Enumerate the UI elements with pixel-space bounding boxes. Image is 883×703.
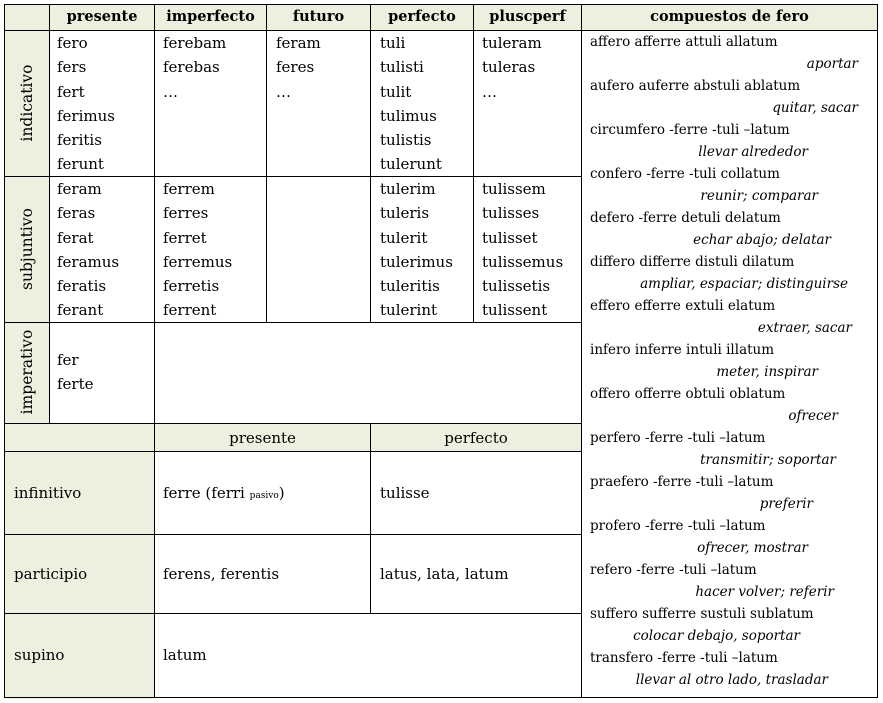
compound-entry: circumfero -ferre -tuli –latum: [590, 122, 790, 138]
compound-meaning: echar abajo; delatar: [693, 232, 831, 248]
form: …: [276, 82, 291, 101]
form: tulerimus: [380, 252, 453, 271]
row-line-5: [4, 534, 581, 535]
list-item: [590, 163, 858, 207]
participio-label: participio: [14, 565, 88, 583]
form: ferant: [57, 301, 104, 320]
row-line-3: [4, 423, 581, 424]
compound-meaning: transmitir; soportar: [700, 452, 836, 468]
col-line-3b: [370, 424, 371, 613]
list-item: [590, 339, 858, 383]
compound-entry: affero afferre attuli allatum: [590, 34, 778, 50]
infinitivo-presente: [163, 484, 285, 502]
indicativo-presente: [57, 31, 115, 177]
subjuntivo-pluscperf: [482, 177, 563, 323]
form: tuleram: [482, 34, 542, 52]
subjuntivo-presente: [57, 177, 119, 323]
row-line-6: [4, 613, 581, 614]
form: ferebas: [163, 58, 220, 77]
indicativo-label: indicativo: [18, 64, 36, 142]
form: tulissem: [482, 180, 546, 198]
header-imperfecto: imperfecto: [166, 8, 255, 25]
list-item: [590, 207, 858, 251]
form: ferretis: [163, 277, 220, 296]
list-item: [590, 119, 858, 163]
compound-entry: praefero -ferre -tuli –latum: [590, 474, 774, 490]
nominal-header-presente: presente: [229, 429, 296, 447]
infinitivo-label: infinitivo: [14, 484, 82, 502]
form: tulimus: [380, 106, 437, 125]
compound-meaning: extraer, sacar: [757, 320, 852, 336]
infinitivo-perfecto: tulisse: [380, 484, 430, 502]
compound-entry: infero inferre intuli illatum: [590, 342, 775, 358]
infinitivo-presente-close: ): [278, 484, 285, 502]
form: ferebam: [163, 34, 227, 52]
form: fers: [57, 58, 87, 77]
compound-entry: suffero sufferre sustuli sublatum: [590, 606, 814, 622]
form: …: [163, 82, 178, 101]
compound-entry: perfero -ferre -tuli –latum: [590, 430, 766, 446]
form: tulerint: [380, 301, 438, 320]
compounds-list: [590, 31, 858, 691]
compound-entry: aufero auferre abstuli ablatum: [590, 78, 801, 94]
list-item: [590, 251, 858, 295]
form: tulissetis: [482, 277, 551, 296]
passive-note: pasivo: [249, 491, 279, 501]
compound-entry: effero efferre extuli elatum: [590, 298, 776, 314]
form: tulit: [380, 82, 412, 101]
form: tuli: [380, 34, 406, 52]
header-futuro: futuro: [292, 8, 345, 25]
form: ferremus: [163, 252, 233, 271]
list-item: [590, 427, 858, 471]
compound-meaning: meter, inspirar: [716, 364, 818, 380]
list-item: [590, 295, 858, 339]
form: tulissemus: [482, 252, 564, 271]
form: tulisset: [482, 228, 538, 247]
compound-meaning: ampliar, espaciar; distinguirse: [640, 276, 848, 292]
compound-entry: refero -ferre -tuli –latum: [590, 562, 757, 578]
form: tuleritis: [380, 277, 440, 296]
header-pluscperf: pluscperf: [489, 8, 566, 25]
list-item: [590, 603, 858, 647]
form: ferte: [57, 375, 94, 394]
header-presente: presente: [66, 8, 138, 25]
indicativo-futuro: [276, 31, 321, 104]
list-item: [590, 515, 858, 559]
compound-entry: profero -ferre -tuli –latum: [590, 518, 766, 534]
list-item: [590, 471, 858, 515]
compound-meaning: aportar: [806, 56, 858, 72]
form: fer: [57, 351, 79, 369]
form: ferimus: [57, 106, 115, 125]
form: ferret: [163, 228, 207, 247]
border-bottom: [4, 697, 878, 698]
form: ferat: [57, 228, 94, 247]
compounds-divider: [581, 4, 582, 698]
supino-presente: latum: [163, 646, 207, 664]
compound-meaning: llevar al otro lado, trasladar: [635, 672, 828, 688]
compound-meaning: ofrecer, mostrar: [697, 540, 808, 556]
col-line-2: [266, 4, 267, 322]
compound-meaning: preferir: [759, 496, 813, 512]
indicativo-pluscperf: [482, 31, 542, 104]
form: tuleris: [380, 204, 430, 223]
col-line-4: [473, 4, 474, 322]
form: tulerim: [380, 180, 436, 198]
form: feram: [57, 180, 102, 198]
border-right: [877, 4, 878, 698]
form: …: [482, 82, 497, 101]
form: feratis: [57, 277, 107, 296]
compound-entry: offero offerre obtuli oblatum: [590, 386, 786, 402]
form: fert: [57, 82, 85, 101]
form: tulerit: [380, 228, 428, 247]
form: fero: [57, 34, 88, 52]
form: tulisses: [482, 204, 540, 223]
subjuntivo-perfecto: [380, 177, 453, 323]
compound-entry: confero -ferre -tuli collatum: [590, 166, 780, 182]
compound-meaning: ofrecer: [788, 408, 838, 424]
border-top: [4, 4, 878, 5]
form: feritis: [57, 131, 102, 150]
compound-meaning: llevar alrededor: [698, 144, 808, 160]
form: feram: [276, 34, 321, 52]
compound-entry: transfero -ferre -tuli –latum: [590, 650, 778, 666]
imperativo-label: imperativo: [18, 329, 36, 415]
form: tulistis: [380, 131, 432, 150]
list-item: [590, 75, 858, 119]
form: feres: [276, 58, 315, 77]
compound-meaning: colocar debajo, soportar: [633, 628, 800, 644]
form: tulissent: [482, 301, 548, 320]
form: feramus: [57, 252, 120, 271]
compound-meaning: hacer volver; referir: [695, 584, 834, 600]
list-item: [590, 383, 858, 427]
subjuntivo-label: subjuntivo: [18, 208, 36, 290]
subjuntivo-imperfecto: [163, 177, 232, 323]
border-left: [4, 4, 5, 698]
row-line-4: [4, 451, 581, 452]
form: tuleras: [482, 58, 536, 77]
nominal-header-perfecto: perfecto: [444, 429, 508, 447]
participio-presente: ferens, ferentis: [163, 565, 280, 583]
form: ferunt: [57, 155, 104, 174]
col-line-3: [370, 4, 371, 322]
form: ferres: [163, 204, 209, 223]
label-col-line: [49, 4, 50, 424]
imperativo-forms: [57, 348, 94, 397]
list-item: [590, 31, 858, 75]
infinitivo-presente-main: ferre (ferri: [163, 484, 250, 502]
indicativo-imperfecto: [163, 31, 226, 104]
compounds-title: compuestos de fero: [650, 8, 809, 25]
compound-meaning: reunir; comparar: [700, 188, 818, 204]
compound-entry: differo differre distuli dilatum: [590, 254, 795, 270]
list-item: [590, 647, 858, 691]
indicativo-perfecto: [380, 31, 442, 177]
form: ferrent: [163, 301, 217, 320]
form: tulisti: [380, 58, 424, 77]
form: feras: [57, 204, 96, 223]
list-item: [590, 559, 858, 603]
participio-perfecto: latus, lata, latum: [380, 565, 509, 583]
supino-label: supino: [14, 646, 65, 664]
col-line-1: [154, 4, 155, 698]
header-perfecto: perfecto: [388, 8, 456, 25]
form: ferrem: [163, 180, 215, 198]
compound-entry: defero -ferre detuli delatum: [590, 210, 781, 226]
compound-meaning: quitar, sacar: [772, 100, 858, 116]
form: tulerunt: [380, 155, 442, 174]
